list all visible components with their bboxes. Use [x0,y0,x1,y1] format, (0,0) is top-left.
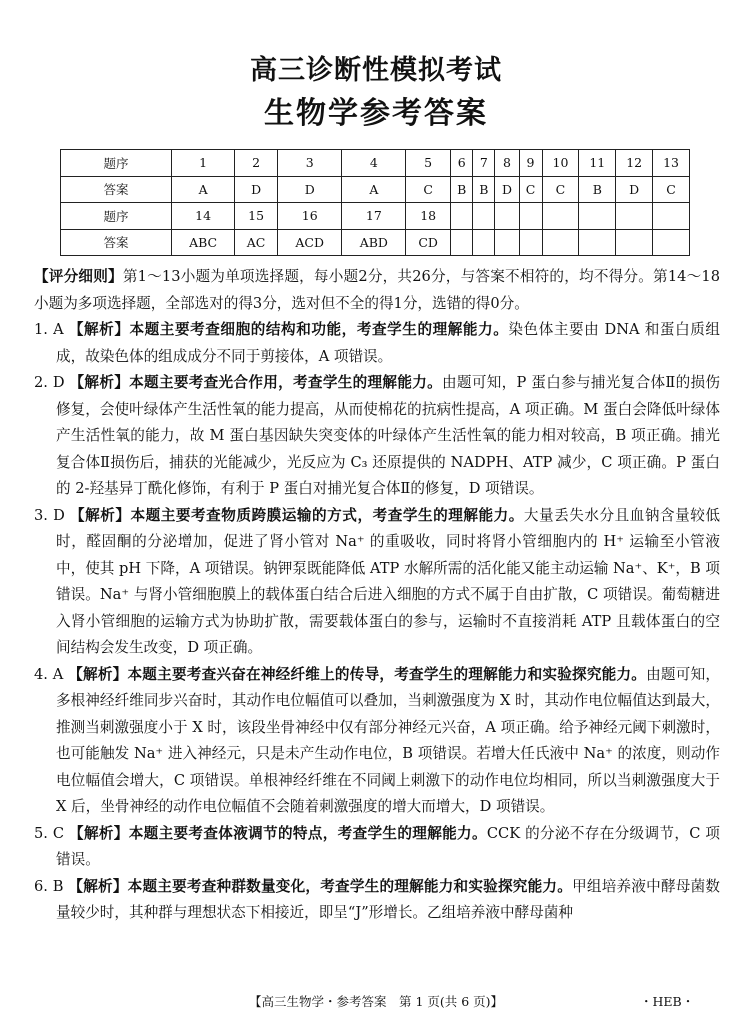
table-cell [653,203,690,230]
table-cell [653,229,690,256]
table-cell: 2 [235,150,278,177]
table-cell: 13 [653,150,690,177]
table-cell [616,229,653,256]
scoring-rules [34,264,720,317]
page-title: 高三诊断性模拟考试 [250,55,502,86]
item-text: 染色体主要由 DNA 和蛋白质组成，故染色体的组成成分不同于剪接体，A 项错误。 [56,321,720,365]
table-cell [519,229,542,256]
analysis-tag: 【解析】 [69,374,130,391]
item-text: 甲组培养液中酵母菌数量较少时，其种群与理想状态下相接近，即呈“J”形增长。乙组培养液中酵母菌种 [56,877,720,921]
table-cell: D [616,176,653,203]
table-cell: ACD [277,229,342,256]
table-cell: 17 [342,203,406,230]
table-cell: D [495,176,519,203]
table-cell [542,203,579,230]
item-text: CCK 的分泌不存在分级调节，C 项错误。 [56,824,720,868]
table-cell: B [579,176,616,203]
table-cell [495,203,519,230]
scoring-text: 第1～13小题为单项选择题，每小题2分，共26分，与答案不相符的，均不得分。第14～18小题为多项选择题，全部选对的得3分，选对但不全的得1分，选错的得0分。 [34,268,720,312]
table-cell [579,203,616,230]
table-cell: 7 [473,150,495,177]
table-cell: 18 [406,203,451,230]
item-focus: 本题主要考查光合作用，考查学生的理解能力。 [129,374,443,391]
table-cell: 3 [277,150,342,177]
table-cell: C [406,176,451,203]
page-subtitle: 生物学参考答案 [264,96,488,131]
row-header: 题序 [61,150,172,177]
list-item [34,370,720,503]
table-cell: C [519,176,542,203]
table-cell: 12 [616,150,653,177]
table-cell: D [235,176,278,203]
analysis-tag: 【解析】 [68,321,130,338]
item-focus: 本题主要考查兴奋在神经纤维上的传导，考查学生的理解能力和实验探究能力。 [127,665,647,683]
footer-code: ・HEB・ [640,994,695,1009]
item-focus: 本题主要考查种群数量变化，考查学生的理解能力和实验探究能力。 [127,877,573,895]
table-cell: C [542,176,579,203]
table-cell [519,203,542,230]
table-cell: 14 [172,203,235,230]
table-row [61,176,690,203]
item-text: 大量丢失水分且血钠含量较低时，醛固酮的分泌增加，促进了肾小管对 Na⁺ 的重吸收，同时将肾小管细胞内的 H⁺ 运输至小管液中，使其 pH 下降，A 项错误。钠钾泵既能降低 ATP 水解所需的活化能又能主动运输 Na⁺、K⁺，B 项错误。Na⁺ 与肾小管细胞膜上的载体蛋白结合后进入细胞的方式不属于自由扩散，C 项错误。葡萄糖进入肾小管细胞的运输方式为协助扩散，需要载体蛋白的参与，运输时不直接消耗 ATP 且载体蛋白的空间结构会发生改变，D 项正确。 [56,506,720,656]
analysis-tag: 【解析】 [69,824,129,842]
analysis-tag: 【解析】 [68,877,128,895]
analysis-tag: 【解析】 [70,506,131,524]
table-cell [542,229,579,256]
item-focus: 本题主要考查细胞的结构和功能，考查学生的理解能力。 [129,321,509,338]
table-cell: ABC [172,229,235,256]
analysis-tag: 【解析】 [68,665,128,683]
item-focus: 本题主要考查体液调节的特点，考查学生的理解能力。 [128,824,487,842]
table-cell: D [277,176,342,203]
item-number: 2. D [34,374,65,391]
item-number: 5. C [34,824,65,842]
table-cell: 16 [277,203,342,230]
item-number: 6. B [34,877,64,895]
item-text: 由题可知，P 蛋白参与捕光复合体Ⅱ的损伤修复，会使叶绿体产生活性氧的能力提高，从而使棉花的抗病性提高，A 项正确。M 蛋白会降低叶绿体产生活性氧的能力，故 M 蛋白基因缺失突变体的叶绿体产生活性氧的能力相对较高，B 项正确。捕光复合体Ⅱ损伤后，捕获的光能减少，光反应为 C₃ 还原提供的 NADPH、ATP 减少，C 项正确。P 蛋白的 2-羟基异丁酰化修饰，有利于 P 蛋白对捕光复合体Ⅱ的修复，D 项错误。 [56,374,720,497]
list-item [34,874,720,927]
row-header: 题序 [61,203,172,230]
table-cell: 4 [342,150,406,177]
footer-page-info: 【高三生物学・参考答案 第 1 页(共 6 页)】 [248,994,504,1009]
table-cell: B [451,176,473,203]
table-cell: 8 [495,150,519,177]
list-item [34,821,720,874]
table-cell: AC [235,229,278,256]
table-row [61,229,690,256]
table-cell: A [172,176,235,203]
table-cell: B [473,176,495,203]
item-focus: 本题主要考查物质跨膜运输的方式，考查学生的理解能力。 [130,506,524,524]
table-cell [451,203,473,230]
table-cell: C [653,176,690,203]
table-cell: 9 [519,150,542,177]
table-cell: 11 [579,150,616,177]
table-cell: 1 [172,150,235,177]
list-item [34,662,720,821]
table-cell: CD [406,229,451,256]
table-cell: 5 [406,150,451,177]
item-number: 1. A [34,321,64,338]
table-cell [616,203,653,230]
item-number: 4. A [34,665,64,683]
table-row [61,203,690,230]
table-cell [473,203,495,230]
table-cell: 6 [451,150,473,177]
list-item [34,317,720,370]
row-header: 答案 [61,176,172,203]
table-cell: ABD [342,229,406,256]
table-row [61,150,690,177]
answer-explanations [34,264,720,927]
item-text: 由题可知，多根神经纤维同步兴奋时，其动作电位幅值可以叠加，当刺激强度为 X 时，其动作电位幅值达到最大，推测当刺激强度小于 X 时，该段坐骨神经中仅有部分神经元兴奋，A 项正确。给予神经元阈下刺激时，也可能触发 Na⁺ 进入神经元，只是未产生动作电位，B 项错误。若增大任氏液中 Na⁺ 的浓度，则动作电位幅值会增大，C 项错误。单根神经纤维在不同阈上刺激下的动作电位均相同，所以当刺激强度大于 X 后，坐骨神经的动作电位幅值不会随着刺激强度的增大而增大，D 项错误。 [56,665,720,815]
table-cell [579,229,616,256]
row-header: 答案 [61,229,172,256]
table-cell [451,229,473,256]
table-cell: 10 [542,150,579,177]
scoring-label: 【评分细则】 [34,268,123,285]
table-cell [495,229,519,256]
table-cell: A [342,176,406,203]
answer-table [60,149,690,256]
table-cell [473,229,495,256]
list-item [34,503,720,662]
table-cell: 15 [235,203,278,230]
item-number: 3. D [34,506,65,524]
